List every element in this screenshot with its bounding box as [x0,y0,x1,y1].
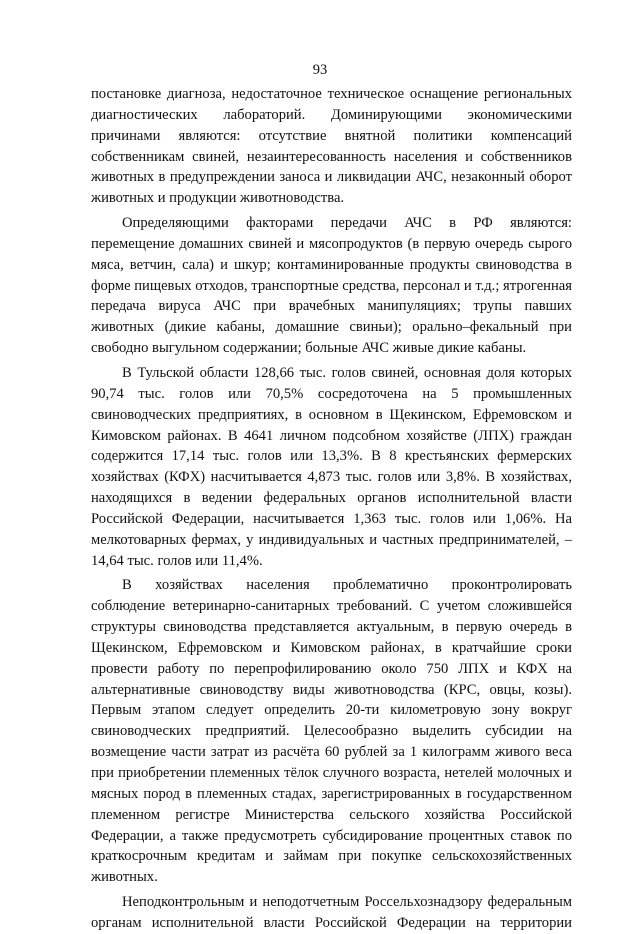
text-line: органам исполнительной власти Российской Федерации на территории [91,914,572,931]
text-line: мяса, ветчин, сала) и шкур; контаминированные продукты свиноводства в [91,256,572,273]
text-line: животных (дикие кабаны, домашние свиньи); орально–фекальный при [91,319,572,336]
text-line: постановке диагноза, недостаточное техническое оснащение региональных [91,86,572,102]
text-line: хозяйствах (КФХ) насчитывается 4,873 тыс. голов или 3,8%. В хозяйствах, [91,469,572,486]
text-line: при приобретении племенных тёлок случного возраста, нетелей молочных и [91,765,572,781]
paragraph [91,892,572,934]
text-line: мясных пород в племенных стадах, зарегистрированных в государственном [91,785,572,802]
text-line: свиноводческих предприятиях, в основном в Щекинском, Ефремовском и [91,406,572,423]
text-line: структуры свиноводства представляется актуальным, в первую очередь в [91,619,572,636]
document-body [91,84,572,934]
text-line: провести работу по перепрофилированию около 750 ЛПХ и КФХ на [91,660,572,677]
paragraph [91,575,572,888]
text-line: 90,74 тыс. голов или 70,5% сосредоточена на 5 промышленных [91,385,572,402]
text-line: Российской Федерации, насчитывается 1,363 тыс. голов или 1,06%. На [91,510,572,527]
text-line: Первым этапом следует определить 20-ти километровую зону вокруг [91,702,572,719]
page-number: 93 [312,62,328,78]
text-line: причинами являются: отсутствие внятной политики компенсаций [91,127,572,144]
paragraph [91,363,572,571]
text-line: собственникам свиней, незаинтересованность населения и собственников [91,148,572,165]
text-line: находящихся в ведении федеральных органов исполнительной власти [91,490,572,507]
text-line: перемещение домашних свиней и мясопродуктов (в первую очередь сырого [91,235,572,252]
text-line: возмещение части затрат из расчёта 60 рублей за 1 килограмм живого веса [91,744,572,761]
text-line: Федерации, а также предусмотреть субсидирование процентных ставок по [91,827,572,844]
paragraph [91,84,572,209]
text-line: краткосрочным кредитам и займам при покупке сельскохозяйственных [91,848,572,865]
text-line: альтернативные свиноводству виды животноводства (КРС, овцы, козы). [91,681,572,698]
text-line: диагностических лабораторий. Доминирующими экономическими [91,106,572,123]
text-line: Щекинском, Ефремовском и Кимовском районах, в кратчайшие сроки [91,639,572,656]
paragraph [91,213,572,359]
text-line: 14,64 тыс. голов или 11,4%. [91,552,263,569]
text-line: животных и продукции животноводства. [91,190,345,207]
text-line: животных. [91,869,158,886]
text-line: форме пищевых отходов, транспортные средства, персонал и т.д.; ятрогенная [91,277,572,294]
text-line: передача вируса АЧС при врачебных манипуляциях; трупы павших [91,298,572,315]
text-line: В Тульской области 128,66 тыс. голов свиней, основная доля которых [122,364,572,381]
text-line: мелкотоварных фермах, у индивидуальных и частных предпринимателей, – [91,531,572,548]
text-line: племенном регистре Министерства сельского хозяйства Российской [91,806,572,823]
text-line: соблюдение ветеринарно-санитарных требований. С учетом сложившейся [91,598,572,615]
text-line: свободно выгульном содержании; больные АЧС живые дикие кабаны. [91,340,527,357]
text-line: свиноводческих предприятий. Целесообразно выделить субсидии на [91,723,572,740]
text-line: животных в предупреждении заноса и ликвидации АЧС, незаконный оборот [91,169,572,186]
text-line: содержится 17,14 тыс. голов или 13,3%. В 8 крестьянских фермерских [91,448,572,465]
text-line: Определяющими факторами передачи АЧС в РФ являются: [122,215,572,232]
text-line: В хозяйствах населения проблематично проконтролировать [122,577,572,594]
text-line: Неподконтрольным и неподотчетным Россельхознадзору федеральным [122,894,572,911]
text-line: Кимовском районах. В 4641 личном подсобном хозяйстве (ЛПХ) граждан [91,427,572,444]
